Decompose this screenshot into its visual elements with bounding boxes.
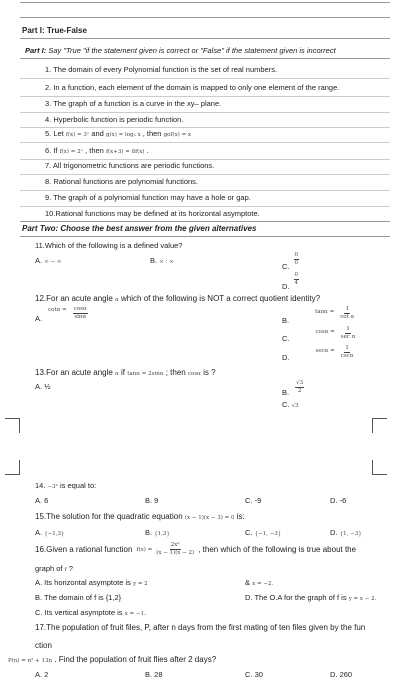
tf-item-5: 5. Let f(x) = 3ˣ and g(x) = log₃ x , then gof(x) = x: [45, 129, 192, 138]
q14-text: 14. −3² is equal to:: [35, 481, 97, 490]
row-rule: [20, 96, 390, 97]
tf-item-4: 4. Hyperbolic function is periodic function.: [45, 115, 184, 124]
q16-option-a: A. Its horizontal asymptote is y = 2: [35, 578, 148, 587]
tf-item-10: 10.Rational functions may be defined at its horizontal asymptote.: [45, 209, 260, 218]
tf-item-6: 6. If f(x) = 2ˣ , then f(x+3) = 8f(x) .: [45, 146, 149, 155]
page-corner-mark: [372, 460, 387, 475]
q12-option-b: B. tanα = $\frac{1}{\text{cot α}}$: [282, 306, 355, 325]
q11-option-b: B. ∞ : ∞: [150, 256, 174, 265]
page-corner-mark: [5, 418, 20, 433]
tf-item-8: 8. Rational functions are polynomial functions.: [45, 177, 199, 186]
q16-text: 16.Given a rational function f(x) = $\frac{\text{2x²}}{(x - 1)(x - 2)}$ , then which of the following is true about the: [35, 542, 357, 556]
q17-option-d: D. 260: [330, 670, 353, 679]
q16-option-d: D. The O.A for the graph of f is y = x − 2.: [245, 593, 377, 602]
tf-item-7: 7. All trigonometric functions are periodic functions.: [45, 161, 215, 170]
q14-option-d: D. -6: [330, 496, 347, 505]
tf-item-1: 1. The domain of every Polynomial function is the set of real numbers.: [45, 65, 278, 74]
row-rule: [20, 159, 390, 160]
part2-title: Part Two: Choose the best answer from the given alternatives: [22, 224, 257, 233]
q16-option-c: C. Its vertical asymptote is x = −1.: [35, 608, 147, 617]
q17-option-c: C. 30: [245, 670, 263, 679]
row-rule: [20, 112, 390, 113]
row-rule: [20, 221, 390, 222]
q13-text: 13.For an acute angle α if tanα = 2sinα ; then cosα is ?: [35, 368, 216, 377]
page-corner-mark: [5, 460, 20, 475]
q17-text: 17.The population of fruit files, P, after n days from the first mating of ten files given by the fun: [35, 623, 366, 632]
q11-option-a: A. ∞ − ∞: [35, 256, 62, 265]
row-rule: [20, 142, 390, 143]
q15-option-b: B. {1,3}: [145, 528, 170, 537]
tf-item-2: 2. In a function, each element of the domain is mapped to only one element of the range.: [45, 83, 340, 92]
row-rule: [20, 78, 390, 79]
q13-option-a: A. ½: [35, 382, 51, 391]
q11-text: 11.Which of the following is a defined value?: [35, 241, 183, 250]
q17-option-a: A. 2: [35, 670, 49, 679]
q16-option-b: B. The domain of f is {1,2}: [35, 593, 122, 602]
q11-option-d: D. $\frac{0}{4}$: [282, 272, 298, 291]
top-rule-2: [20, 17, 390, 18]
q15-option-c: C. {−1, −3}: [245, 528, 282, 537]
title-rule: [20, 38, 390, 39]
row-rule: [20, 174, 390, 175]
q12-option-c: C. cosα = $\frac{1}{\text{sec α}}$: [282, 326, 356, 343]
tf-item-9: 9. The graph of a polynomial function may have a hole or gap.: [45, 193, 251, 202]
q14-option-b: B. 9: [145, 496, 159, 505]
instruction-rule: [20, 58, 390, 59]
part1-instruction: Part I: Say "True "if the statement given is correct or "False" if the statement given is incorrect: [25, 46, 336, 55]
q13-option-c: C. √3: [282, 400, 299, 409]
q17-text-line3: P(n) = n² + 13n . Find the population of fruit flies after 2 days?: [8, 655, 217, 664]
row-rule: [20, 190, 390, 191]
q11-option-c: C. $\frac{0}{0}$: [282, 252, 298, 271]
q17-option-b: B. 28: [145, 670, 163, 679]
q15-option-d: D. {1, −3}: [330, 528, 362, 537]
q13-option-b: B. $\frac{√3}{2}$: [282, 380, 304, 397]
part2-rule: [20, 236, 390, 237]
page-title: Part I: True-False: [22, 26, 87, 35]
q12-option-a: A. cotα = $\frac{\cos\alpha}{\sin\alpha}$: [35, 306, 87, 323]
row-rule: [20, 206, 390, 207]
page-corner-mark: [372, 418, 387, 433]
q16-text-line2: graph of f ?: [35, 564, 73, 573]
q16-option-a-cont: & x = −2.: [245, 578, 274, 587]
tf-item-3: 3. The graph of a function is a curve in the xy– plane.: [45, 99, 222, 108]
row-rule: [20, 127, 390, 128]
q12-option-d: D. secα = $\frac{1}{\csc\alpha}$: [282, 345, 354, 362]
q17-text-line2: ction: [35, 641, 52, 650]
q15-text: 15.The solution for the quadratic equation (x − 1)(x − 3) = 0 is:: [35, 512, 245, 521]
top-rule-1: [20, 2, 390, 3]
q14-option-a: A. 6: [35, 496, 49, 505]
q15-option-a: A. {−1,3}: [35, 528, 65, 537]
q12-text: 12.For an acute angle α which of the following is NOT a correct quotient identity?: [35, 294, 321, 303]
q14-option-c: C. -9: [245, 496, 262, 505]
